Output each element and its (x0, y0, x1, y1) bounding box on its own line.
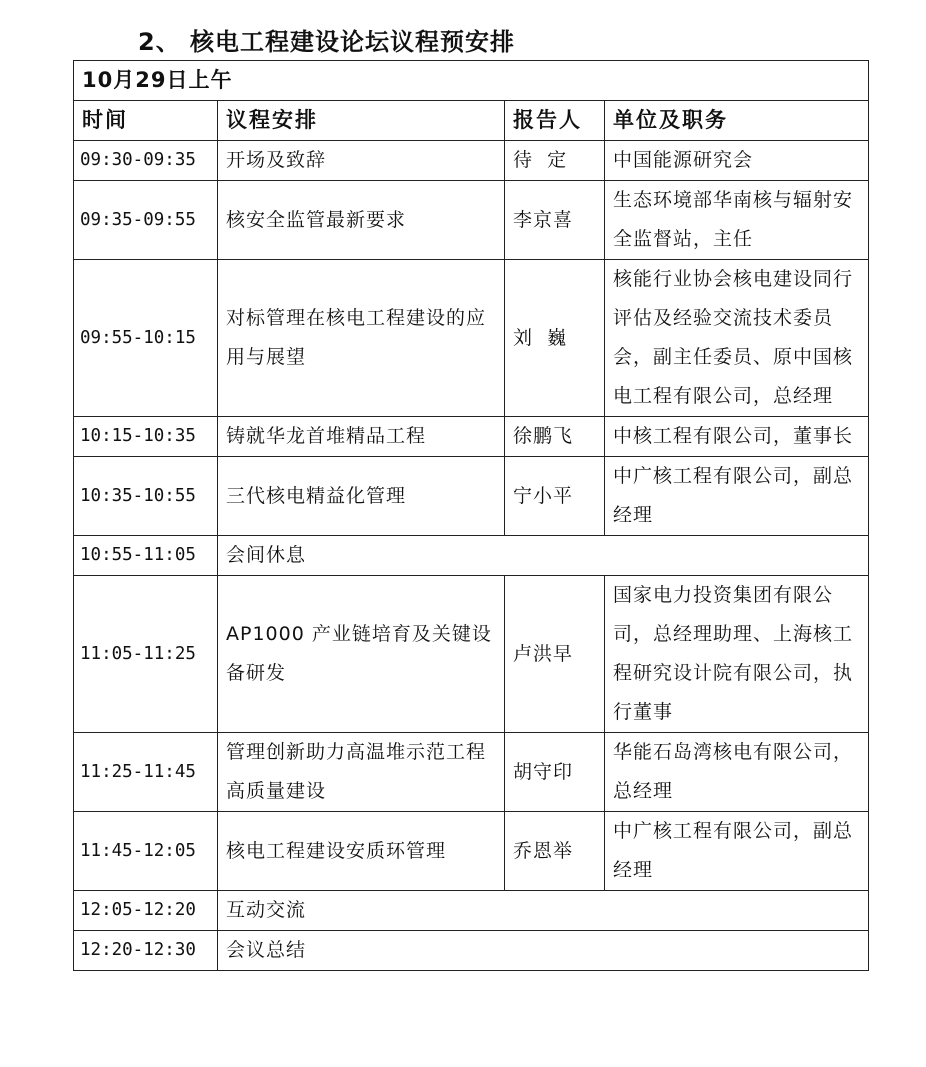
row-org: 中核工程有限公司，董事长 (605, 417, 869, 457)
row-speaker: 待 定 (505, 141, 605, 181)
row-speaker: 徐鹏飞 (505, 417, 605, 457)
header-speaker: 报告人 (505, 101, 605, 141)
row-topic: 会议总结 (218, 931, 869, 971)
table-row (74, 417, 869, 457)
date-label: 10月29日上午 (74, 61, 869, 101)
row-time: 09:35-09:55 (74, 181, 218, 260)
row-speaker: 卢洪早 (505, 576, 605, 733)
row-time: 10:15-10:35 (74, 417, 218, 457)
row-time: 11:25-11:45 (74, 733, 218, 812)
row-time: 09:55-10:15 (74, 260, 218, 417)
row-org: 华能石岛湾核电有限公司，总经理 (605, 733, 869, 812)
row-topic: 会间休息 (218, 536, 869, 576)
agenda-table (73, 60, 869, 971)
row-speaker: 刘 巍 (505, 260, 605, 417)
row-topic: 铸就华龙首堆精品工程 (218, 417, 505, 457)
table-row (74, 931, 869, 971)
row-topic: 对标管理在核电工程建设的应用与展望 (218, 260, 505, 417)
row-time: 11:05-11:25 (74, 576, 218, 733)
header-org: 单位及职务 (605, 101, 869, 141)
table-row (74, 260, 869, 417)
table-row (74, 536, 869, 576)
table-row (74, 141, 869, 181)
header-row (74, 101, 869, 141)
row-time: 10:55-11:05 (74, 536, 218, 576)
row-topic: 互动交流 (218, 891, 869, 931)
header-time: 时间 (74, 101, 218, 141)
row-speaker: 胡守印 (505, 733, 605, 812)
table-row (74, 576, 869, 733)
row-speaker: 乔恩举 (505, 812, 605, 891)
row-topic: 核安全监管最新要求 (218, 181, 505, 260)
row-time: 11:45-12:05 (74, 812, 218, 891)
header-topic: 议程安排 (218, 101, 505, 141)
row-time: 09:30-09:35 (74, 141, 218, 181)
row-org: 国家电力投资集团有限公司，总经理助理、上海核工程研究设计院有限公司，执行董事 (605, 576, 869, 733)
table-row (74, 457, 869, 536)
row-speaker: 宁小平 (505, 457, 605, 536)
table-row (74, 891, 869, 931)
table-row (74, 812, 869, 891)
row-time: 10:35-10:55 (74, 457, 218, 536)
page-title: 2、 核电工程建设论坛议程预安排 (138, 28, 516, 56)
row-time: 12:20-12:30 (74, 931, 218, 971)
row-speaker: 李京喜 (505, 181, 605, 260)
row-org: 中广核工程有限公司，副总经理 (605, 812, 869, 891)
table-row (74, 181, 869, 260)
row-topic: AP1000 产业链培育及关键设备研发 (218, 576, 505, 733)
row-org: 中广核工程有限公司，副总经理 (605, 457, 869, 536)
date-row (74, 61, 869, 101)
row-topic: 开场及致辞 (218, 141, 505, 181)
table-row (74, 733, 869, 812)
row-org: 生态环境部华南核与辐射安全监督站，主任 (605, 181, 869, 260)
row-topic: 核电工程建设安质环管理 (218, 812, 505, 891)
row-topic: 管理创新助力高温堆示范工程高质量建设 (218, 733, 505, 812)
row-time: 12:05-12:20 (74, 891, 218, 931)
row-org: 中国能源研究会 (605, 141, 869, 181)
row-topic: 三代核电精益化管理 (218, 457, 505, 536)
row-org: 核能行业协会核电建设同行评估及经验交流技术委员会，副主任委员、原中国核电工程有限公司，总经理 (605, 260, 869, 417)
